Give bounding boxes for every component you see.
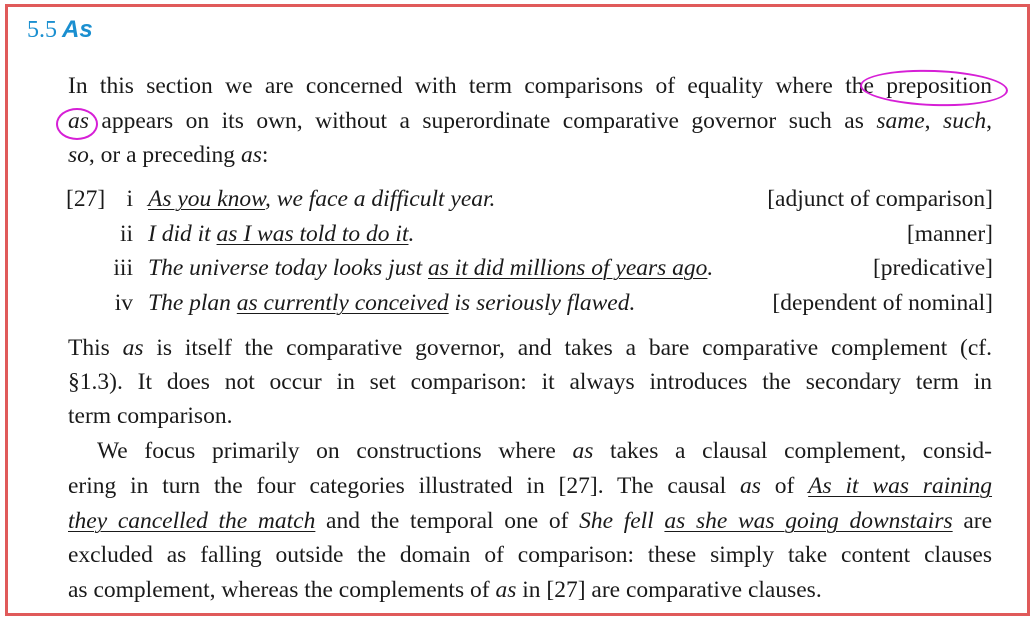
- para1-line-1: This as is itself the comparative governor, and takes a bare comparative complement (cf.: [68, 335, 992, 361]
- section-number: 5.5: [27, 17, 57, 43]
- para1-line-2: §1.3). It does not occur in set comparison: it always introduces the secondary term in: [68, 369, 992, 395]
- example-roman-i: i: [126, 186, 133, 212]
- para2-line-4: excluded as falling outside the domain of comparison: these simply take content clauses: [68, 542, 992, 568]
- example-roman-ii: ii: [119, 221, 133, 247]
- example-type-iv: [dependent of nominal]: [772, 290, 993, 316]
- intro-as: as: [68, 108, 89, 134]
- para2-line-2: ering in turn the four categories illustrated in [27]. The causal as of As it was raining: [68, 473, 993, 499]
- intro-line-2: as appears on its own, without a superordinate comparative governor such as same, such,: [68, 108, 992, 134]
- section-title: As: [62, 16, 93, 43]
- example-sentence-iv: The plan as currently conceived is seriously flawed.: [148, 290, 636, 316]
- example-roman-iv: iv: [114, 290, 133, 316]
- para1-line-3: term comparison.: [68, 403, 233, 429]
- example-sentence-iii: The universe today looks just as it did millions of years ago.: [148, 255, 714, 281]
- example-type-iii: [predicative]: [872, 255, 993, 281]
- example-type-ii: [manner]: [906, 221, 993, 247]
- example-sentence-ii: I did it as I was told to do it.: [148, 221, 415, 247]
- para2-line-5: as complement, whereas the complements of as in [27] are comparative clauses.: [68, 577, 822, 603]
- intro-line-1: In this section we are concerned with term comparisons of equality where the preposition: [68, 73, 992, 99]
- para2-line-3: they cancelled the match and the temporal one of She fell as she was going downstairs are: [68, 508, 993, 534]
- section-heading: [27, 16, 93, 44]
- example-roman-iii: iii: [113, 255, 133, 281]
- example-type-i: [adjunct of comparison]: [767, 186, 993, 212]
- intro-line-3: so, or a preceding as:: [68, 142, 269, 168]
- para2-line-1: We focus primarily on constructions where as takes a clausal complement, consid-: [97, 438, 992, 464]
- example-label: [27]: [66, 186, 106, 212]
- example-sentence-i: As you know, we face a difficult year.: [148, 186, 496, 212]
